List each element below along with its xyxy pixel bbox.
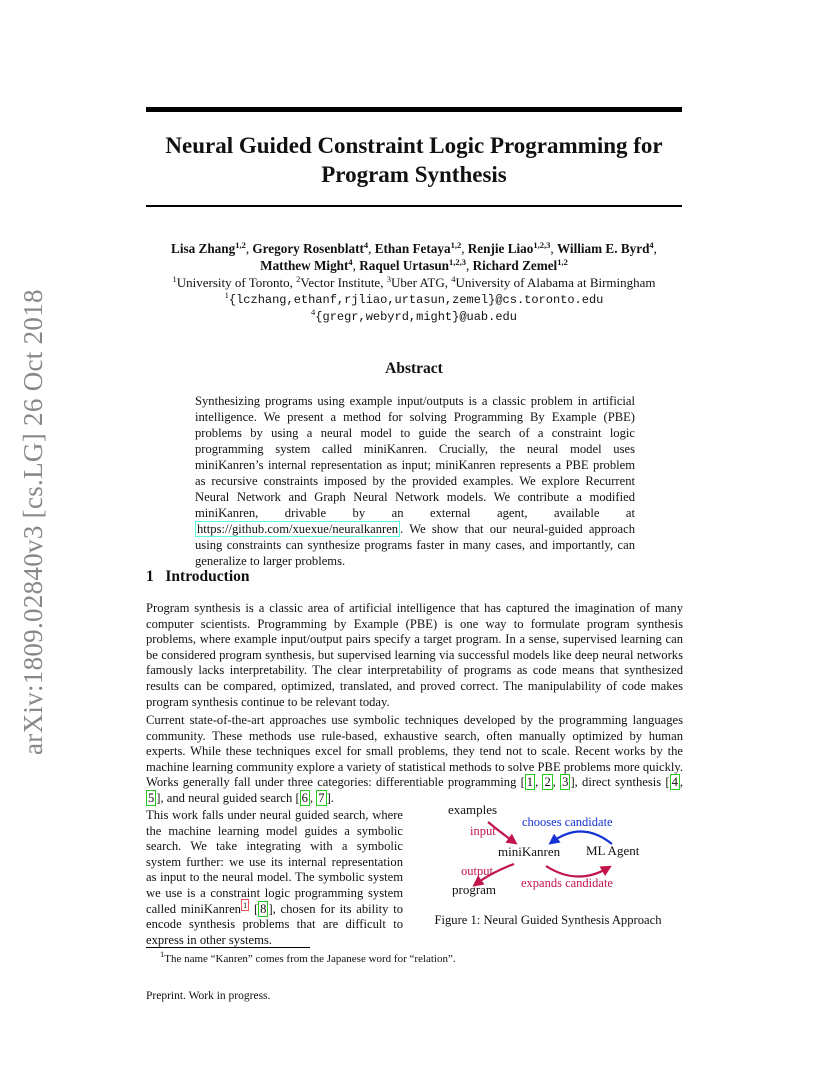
- affil-sup: 1: [172, 274, 177, 284]
- email-address[interactable]: {lczhang,ethanf,rjliao,urtasun,zemel}@cs.toronto.edu: [228, 293, 604, 307]
- author-sup: 4: [348, 257, 353, 267]
- citation-link[interactable]: 3: [562, 775, 569, 790]
- figure-1-diagram: [412, 800, 684, 900]
- paragraph-text: ].: [326, 790, 334, 805]
- author-line-2: Matthew Might$^4$, Raquel Urtasun$^{1,2,3}$, Richard Zemel$^{1,2}$: [260, 257, 568, 273]
- author-name: Ethan Fetaya: [374, 241, 451, 256]
- affiliation: University of Toronto,: [176, 275, 297, 290]
- intro-paragraph-2: Current state-of-the-art approaches use symbolic techniques developed by the programming languages community. These methods use rule-based, exhaustive search, often manually optimized by human experts. While these techniques excel for small problems, they tend not to scale. Recent works by the machine learning community explore a variety of statistical methods to solve PBE problems more quickly. Works generally fall under three categories: differentiable programming [ 1 , 2 , 3 ], direct synthesis [ 4 , 5 ], and neural guided search [ 6 , 7 ].: [146, 713, 684, 805]
- arxiv-stamp: arXiv:1809.02840v3 [cs.LG] 26 Oct 2018: [18, 289, 48, 755]
- affil-sup: 3: [386, 274, 391, 284]
- paragraph-text: ], and neural guided search [: [156, 790, 300, 805]
- affiliation-line: [130, 275, 698, 291]
- preprint-note: Preprint. Work in progress.: [146, 990, 271, 1002]
- label-expands: expands candidate: [521, 876, 613, 890]
- node-examples: examples: [448, 802, 498, 817]
- arrow-expands: [546, 866, 608, 877]
- affil-sup: 2: [296, 274, 301, 284]
- email-sup: 4: [311, 307, 316, 317]
- paragraph-text: Current state-of-the-art approaches use symbolic techniques developed by the programming languages community. These methods use rule-based, exhaustive search, often manually optimized by human experts. While these techniques excel for small problems, they tend not to scale. Recent works by the machine learning community explore a variety of statistical methods to solve PBE problems more quickly. Works generally fall under three categories: differentiable programming [: [146, 713, 683, 790]
- author-name: Lisa Zhang: [171, 241, 236, 256]
- affiliation: University of Alabama at Birmingham: [455, 275, 656, 290]
- email-line: [130, 291, 698, 308]
- author-name: Raquel Urtasun: [359, 258, 450, 273]
- intro-paragraph-3: [146, 808, 403, 948]
- section-title: Introduction: [165, 568, 250, 585]
- citation-link[interactable]: 2: [544, 775, 551, 790]
- footnote: [160, 949, 456, 965]
- email-line: [130, 308, 698, 325]
- label-output: output: [461, 864, 493, 878]
- figure-caption: Figure 1: Neural Guided Synthesis Approach: [434, 913, 662, 927]
- citation-link[interactable]: 7: [318, 790, 325, 805]
- label-chooses: chooses candidate: [522, 815, 613, 829]
- node-ml-agent: ML Agent: [586, 843, 640, 858]
- email-sup: 1: [224, 290, 229, 300]
- section-heading: [146, 568, 250, 586]
- label-input: input: [470, 824, 496, 838]
- author-list: [130, 240, 698, 274]
- author-sup: 4: [363, 240, 369, 250]
- node-program: program: [452, 882, 497, 897]
- author-name: Gregory Rosenblatt: [252, 241, 364, 256]
- author-sup: 1,2,3: [533, 240, 551, 250]
- affiliation: Uber ATG,: [390, 275, 452, 290]
- author-sup: 1,2: [235, 240, 246, 250]
- footnote-text: The name “Kanren” comes from the Japanese word for “relation”.: [164, 953, 456, 965]
- email-address[interactable]: {gregr,webyrd,might}@uab.edu: [315, 310, 517, 324]
- citation-link[interactable]: 6: [301, 790, 308, 805]
- author-sup: 1,2: [450, 240, 462, 250]
- author-sup: 4: [649, 240, 654, 250]
- abstract-body: . We show that our neural-guided approach using constraints can synthesize programs faster in many cases, and importantly, can generalize to larger problems.: [195, 522, 635, 568]
- citation-link[interactable]: 5: [148, 790, 155, 805]
- abstract-heading: Abstract: [385, 360, 443, 377]
- title-top-rule: [146, 107, 682, 112]
- affiliations: [130, 275, 698, 325]
- author-name: William E. Byrd: [556, 241, 650, 256]
- node-minikanren: miniKanren: [498, 844, 561, 859]
- citation-link[interactable]: 1: [526, 775, 534, 790]
- footnote-link[interactable]: 1: [242, 899, 248, 910]
- paper-title: Neural Guided Constraint Logic Programming for Program Synthesis: [165, 133, 663, 187]
- author-name: Renjie Liao: [467, 241, 534, 256]
- author-sup: 1,2,3: [449, 257, 467, 267]
- paragraph-text: [: [249, 901, 259, 916]
- abstract-body: Synthesizing programs using example input/outputs is a classic problem in artificial intelligence. We present a method for solving Programming By Example (PBE) problems by using a neural model to guide the search of a constraint logic programming system called miniKanren. Crucially, the neural model uses miniKanren’s internal representation as input; miniKanren represents a PBE problem as recursive constraints imposed by the provided examples. We explore Recurrent Neural Network and Graph Neural Network models. We contribute a modified miniKanren, drivable by an external agent, available at: [195, 394, 635, 520]
- footnote-rule: [146, 947, 310, 948]
- author-sup: 1,2: [557, 257, 568, 267]
- affil-sup: 4: [451, 274, 456, 284]
- author-name: Richard Zemel: [472, 258, 558, 273]
- paragraph-text: ], direct synthesis [: [570, 775, 670, 790]
- paragraph-text: This work falls under neural guided search, where the machine learning model guides a symbolic search. We take integrating with a symbolic system further: we use its internal representation as input to the neural model. The symbolic system we use is a constraint logic programming system called miniKanren: [146, 808, 403, 916]
- citation-link[interactable]: 8: [260, 901, 267, 916]
- section-number: 1: [146, 568, 154, 585]
- paragraph-text: ], chosen for its ability to encode synthesis problems that are difficult to express in other systems.: [146, 901, 403, 947]
- intro-paragraph-1: Program synthesis is a classic area of artificial intelligence that has captured the imagination of many computer scientists. Programming by Example (PBE) is one way to formulate program synthesis problems, where example input/output pairs specify a target program. In a sense, supervised learning can be considered program synthesis, but supervised learning via successful models like deep neural networks famously lacks interpretability. The clear interpretability of programs as code means that synthesized results can be compared, optimized, translated, and proved correct. The manipulability of code makes program synthesis continue to be relevant today.: [146, 601, 683, 709]
- author-line-1: Lisa Zhang$^{1,2}$, Gregory Rosenblatt$^4$, Ethan Fetaya$^{1,2}$, Renjie Liao$^{1,2,3}$, William E. Byrd$^4$,: [171, 240, 657, 256]
- repo-link[interactable]: https://github.com/xuexue/neuralkanren: [197, 522, 399, 536]
- affiliation: Vector Institute,: [300, 275, 387, 290]
- author-name: Matthew Might: [260, 258, 349, 273]
- footnote-mark: 1: [160, 949, 165, 959]
- citation-link[interactable]: 4: [671, 775, 678, 790]
- title-bottom-rule: [146, 205, 682, 207]
- abstract-text: [195, 393, 635, 569]
